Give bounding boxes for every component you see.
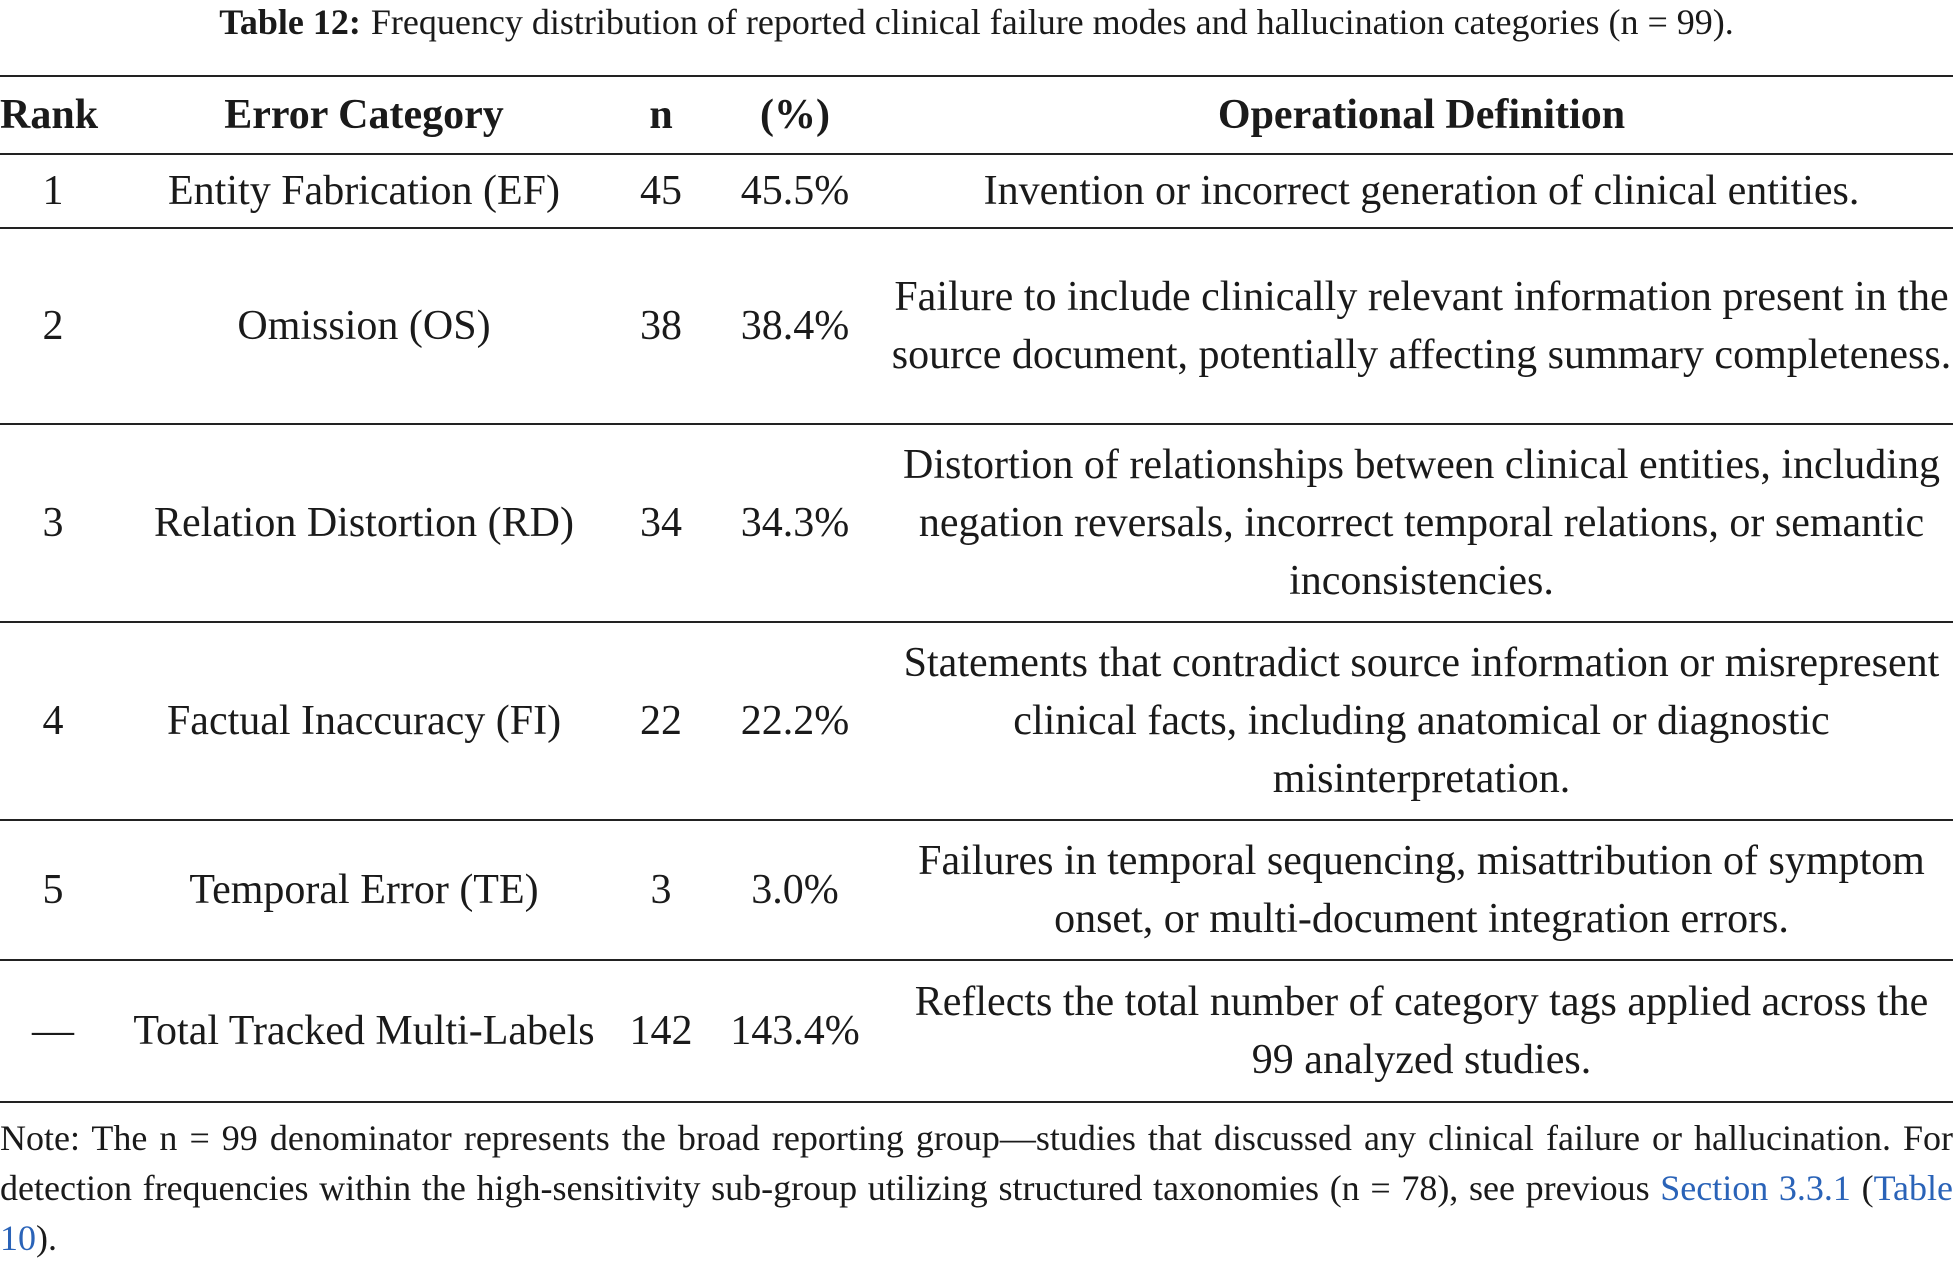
n-cell: 45 (622, 154, 700, 228)
note-paren-close: ). (36, 1218, 57, 1258)
total-n-cell: 142 (622, 960, 700, 1102)
definition-cell: Statements that contradict source information or misrepresent clinical facts, including anatomical or diagnostic misinterpretation. (890, 622, 1953, 820)
category-cell: Temporal Error (TE) (106, 820, 622, 960)
pct-cell: 45.5% (700, 154, 890, 228)
caption-text: Frequency distribution of reported clinical failure modes and hallucination categories (n = 99). (370, 2, 1734, 42)
table-total-row (0, 960, 1953, 1102)
note-paren-open: ( (1850, 1168, 1874, 1208)
category-cell: Entity Fabrication (EF) (106, 154, 622, 228)
table-row (0, 622, 1953, 820)
pct-cell: 22.2% (700, 622, 890, 820)
n-cell: 3 (622, 820, 700, 960)
failure-modes-table (0, 75, 1953, 1103)
table-row (0, 154, 1953, 228)
definition-cell: Distortion of relationships between clinical entities, including negation reversals, incorrect temporal relations, or semantic inconsistencies. (890, 424, 1953, 622)
category-cell: Factual Inaccuracy (FI) (106, 622, 622, 820)
header-rank: Rank (0, 76, 106, 154)
rank-cell: 5 (0, 820, 106, 960)
total-pct-cell: 143.4% (700, 960, 890, 1102)
note-text: Note: The n = 99 denominator represents the broad reporting group—studies that discussed any clinical failure or hallucination. For detection frequencies within the high-sensitivity sub-group utilizing structured taxonomies (n = 78), see previous (0, 1118, 1953, 1208)
table-note (0, 1113, 1953, 1263)
table-header-row (0, 76, 1953, 154)
caption-label: Table 12: (219, 2, 361, 42)
definition-cell: Invention or incorrect generation of clinical entities. (890, 154, 1953, 228)
table-link[interactable]: Table 10 (0, 1168, 1953, 1258)
pct-cell: 38.4% (700, 228, 890, 424)
table-row (0, 820, 1953, 960)
total-category-cell: Total Tracked Multi-Labels (106, 960, 622, 1102)
header-pct: (%) (700, 76, 890, 154)
rank-cell: 2 (0, 228, 106, 424)
definition-cell: Failure to include clinically relevant information present in the source document, potentially affecting summary completeness. (890, 228, 1953, 424)
rank-cell: 1 (0, 154, 106, 228)
rank-cell: 4 (0, 622, 106, 820)
total-definition-cell: Reflects the total number of category tags applied across the 99 analyzed studies. (890, 960, 1953, 1102)
n-cell: 34 (622, 424, 700, 622)
pct-cell: 3.0% (700, 820, 890, 960)
n-cell: 38 (622, 228, 700, 424)
table-caption (0, 0, 1953, 44)
total-rank-cell: — (0, 960, 106, 1102)
category-cell: Relation Distortion (RD) (106, 424, 622, 622)
category-cell: Omission (OS) (106, 228, 622, 424)
header-definition: Operational Definition (890, 76, 1953, 154)
n-cell: 22 (622, 622, 700, 820)
table-row (0, 424, 1953, 622)
header-n: n (622, 76, 700, 154)
section-link[interactable]: Section 3.3.1 (1660, 1168, 1851, 1208)
definition-cell: Failures in temporal sequencing, misattribution of symptom onset, or multi-document integration errors. (890, 820, 1953, 960)
table-row (0, 228, 1953, 424)
header-category: Error Category (106, 76, 622, 154)
rank-cell: 3 (0, 424, 106, 622)
pct-cell: 34.3% (700, 424, 890, 622)
